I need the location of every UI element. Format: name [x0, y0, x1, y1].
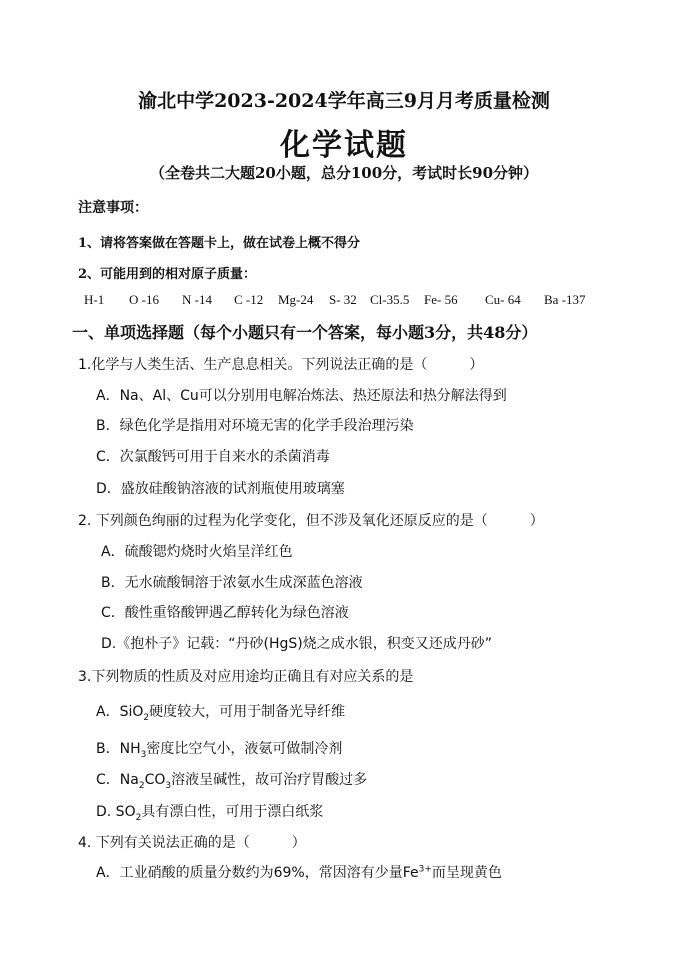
question-1-option-c: C．次氯酸钙可用于自来水的杀菌消毒 [96, 449, 330, 465]
atomic-mass: Cu- 64 [485, 292, 521, 307]
notice-heading: 注意事项： [78, 200, 148, 216]
section-heading: 一、单项选择题（每个小题只有一个答案，每小题3分，共48分） [72, 323, 538, 342]
atomic-mass: O -16 [129, 292, 159, 307]
option-text: 密度比空气小，液氨可做制冷剂 [146, 741, 343, 757]
superscript: 3+ [418, 864, 432, 875]
school-title: 渝北中学2023-2024学年高三9月月考质量检测 [138, 90, 550, 112]
atomic-mass: H-1 [84, 292, 105, 307]
subscript: 2 [135, 812, 142, 823]
notice-item-1: 1、请将答案做在答题卡上，做在试卷上概不得分 [78, 236, 361, 251]
formula-text: C．Na [96, 772, 139, 788]
question-3-option-b [96, 738, 342, 760]
question-4-option-a [96, 862, 502, 882]
subscript: 2 [143, 712, 150, 723]
atomic-mass: Ba -137 [544, 292, 586, 307]
option-text: 而呈现黄色 [431, 865, 502, 881]
question-2-stem: 2. 下列颜色绚丽的过程为化学变化，但不涉及氧化还原反应的是（ ） [78, 513, 544, 529]
notice-item-2: 2、可能用到的相对原子质量： [78, 267, 257, 282]
question-3-option-c [96, 769, 367, 791]
subscript: 2 [138, 780, 145, 791]
question-3-option-d [96, 801, 323, 823]
formula-text: B．NH [96, 741, 141, 757]
formula-text: A．SiO [96, 704, 144, 720]
subscript: 3 [165, 780, 172, 791]
question-3-stem: 3.下列物质的性质及对应用途均正确且有对应关系的是 [78, 669, 414, 685]
option-text: A．工业硝酸的质量分数约为69%，常因溶有少量Fe [96, 865, 419, 881]
question-1-option-d: D．盛放硅酸钠溶液的试剂瓶使用玻璃塞 [96, 481, 345, 497]
atomic-mass: Mg-24 [278, 292, 314, 307]
atomic-mass: Cl-35.5 [370, 292, 410, 307]
option-text: 溶液呈碱性，故可治疗胃酸过多 [171, 772, 368, 788]
question-2-option-c: C．酸性重铬酸钾遇乙醇转化为绿色溶液 [101, 605, 349, 621]
question-3-option-a [96, 701, 345, 723]
question-2-option-d: D.《抱朴子》记载：“丹砂(HgS)烧之成水银，积变又还成丹砂” [101, 636, 492, 652]
option-text: 硬度较大，可用于制备光导纤维 [149, 704, 346, 720]
question-1-stem: 1.化学与人类生活、生产息息相关。下列说法正确的是（ ） [78, 357, 484, 373]
atomic-mass: N -14 [182, 292, 212, 307]
question-1-option-b: B．绿色化学是指用对环境无害的化学手段治理污染 [96, 418, 414, 434]
option-text: 具有漂白性，可用于漂白纸浆 [141, 804, 324, 820]
question-2-option-a: A．硫酸锶灼烧时火焰呈洋红色 [101, 544, 293, 560]
exam-info: （全卷共二大题20小题，总分100分，考试时长90分钟） [149, 164, 539, 182]
atomic-mass: S- 32 [329, 292, 357, 307]
question-4-stem: 4. 下列有关说法正确的是（ ） [78, 835, 306, 851]
atomic-mass: Fe- 56 [424, 292, 458, 307]
subscript: 3 [140, 749, 147, 760]
question-2-option-b: B．无水硫酸铜溶于浓氨水生成深蓝色溶液 [101, 575, 363, 591]
formula-text: D. SO [96, 804, 136, 820]
subject-title: 化学试题 [280, 128, 408, 163]
atomic-mass: C -12 [234, 292, 264, 307]
question-1-option-a: A．Na、Al、Cu可以分别用电解冶炼法、热还原法和热分解法得到 [96, 388, 507, 404]
formula-text: CO [144, 772, 166, 788]
